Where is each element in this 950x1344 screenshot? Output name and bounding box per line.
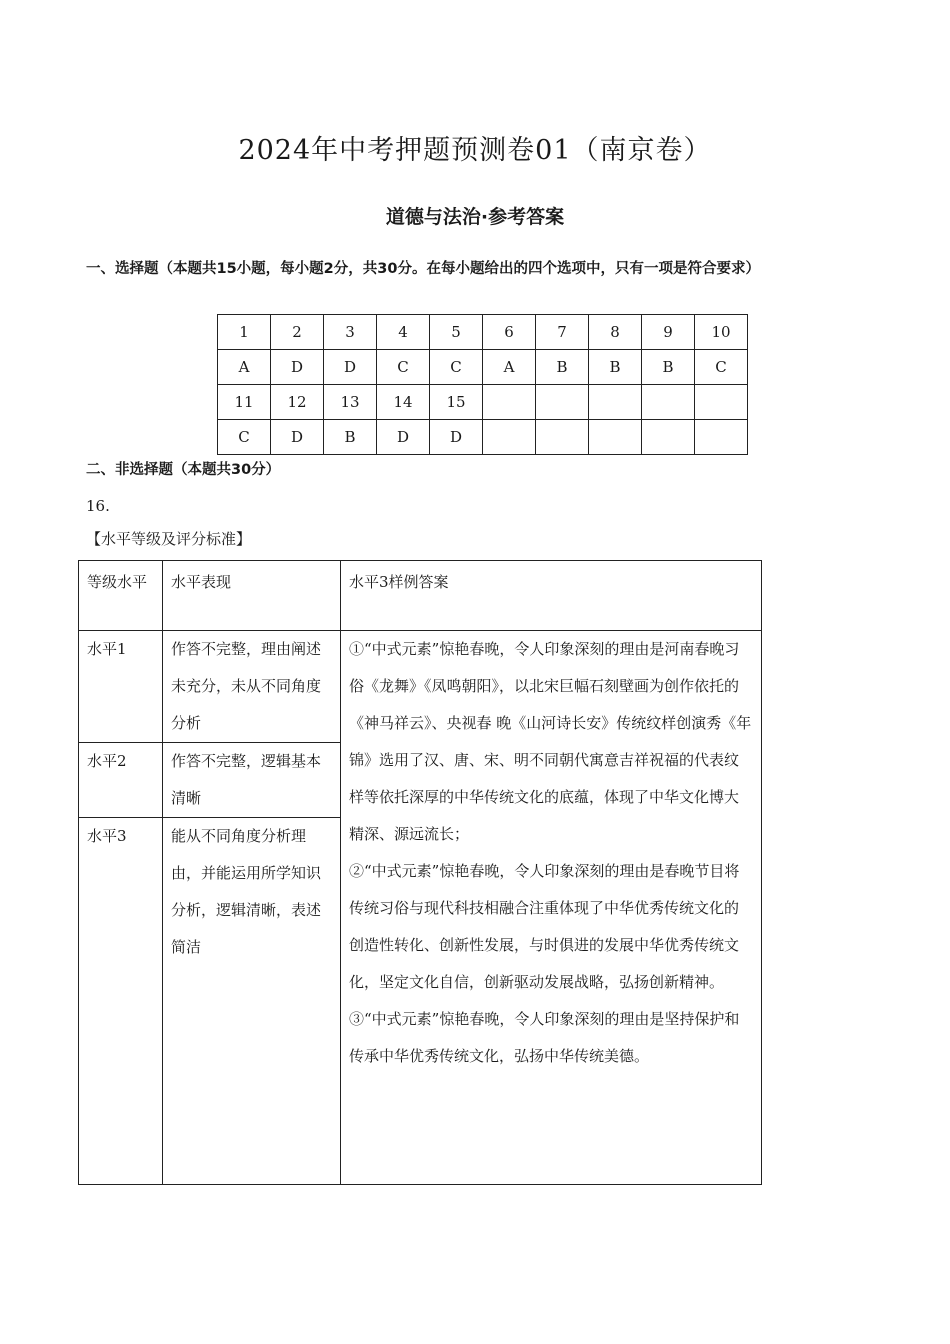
question-number-cell (589, 385, 642, 420)
question-number-cell (483, 385, 536, 420)
question-number-cell: 9 (642, 315, 695, 350)
sample-answer-1: ①“中式元素”惊艳春晚，令人印象深刻的理由是河南春晚习俗《龙舞》《凤鸣朝阳》，以北宋巨幅石刻壁画为创作依托的《神马祥云》、央视春 晚《山河诗长安》传统纹样创演秀《年锦》选用了汉、唐、宋、明不同朝代寓意吉祥祝福的代表纹样等依托深厚的中华传统文化的底蕴，体现了中华文化博大精深、源远流长； (349, 640, 752, 843)
answer-cell: B (536, 350, 589, 385)
question-number-cell: 4 (377, 315, 430, 350)
answer-cell (483, 420, 536, 455)
question-number-cell: 1 (218, 315, 271, 350)
page-subtitle: 道德与法治·参考答案 (385, 206, 565, 228)
answer-cell: D (430, 420, 483, 455)
question-number-cell: 7 (536, 315, 589, 350)
level-description: 作答不完整，逻辑基本清晰 (163, 743, 341, 818)
question-number-cell: 3 (324, 315, 377, 350)
question-number-cell: 6 (483, 315, 536, 350)
answer-key-row (218, 385, 748, 420)
level-description: 作答不完整，理由阐述未充分，未从不同角度分析 (163, 631, 341, 743)
answer-cell: D (271, 350, 324, 385)
scoring-standard-label: 【水平等级及评分标准】 (86, 530, 252, 548)
header-sample-answer: 水平3样例答案 (341, 561, 762, 631)
question-number-cell (695, 385, 748, 420)
level-label: 水平1 (79, 631, 163, 743)
sample-answer-2: ②“中式元素”惊艳春晚，令人印象深刻的理由是春晚节目将传统习俗与现代科技相融合注重体现了中华优秀传统文化的创造性转化、创新性发展，与时俱进的发展中华优秀传统文化，坚定文化自信，创新驱动发展战略，弘扬创新精神。 (349, 862, 740, 991)
answer-cell (642, 420, 695, 455)
answer-cell: C (218, 420, 271, 455)
question-number-cell: 15 (430, 385, 483, 420)
sample-answer-3: ③“中式元素”惊艳春晚，令人印象深刻的理由是坚持保护和传承中华优秀传统文化，弘扬中华传统美德。 (349, 1010, 740, 1065)
answer-cell: D (377, 420, 430, 455)
question-number-cell: 14 (377, 385, 430, 420)
question-number-cell: 12 (271, 385, 324, 420)
sample-answer-cell (341, 631, 762, 1185)
question-number-cell: 11 (218, 385, 271, 420)
answer-cell: C (695, 350, 748, 385)
section2-heading: 二、非选择题（本题共30分） (86, 462, 281, 478)
question-number-cell: 8 (589, 315, 642, 350)
answer-cell: B (642, 350, 695, 385)
scoring-row-level-1 (79, 631, 762, 743)
answer-key-row (218, 315, 748, 350)
answer-cell: D (271, 420, 324, 455)
level-label: 水平2 (79, 743, 163, 818)
level-label: 水平3 (79, 818, 163, 1185)
answer-cell: B (324, 420, 377, 455)
answer-cell (536, 420, 589, 455)
header-performance: 水平表现 (163, 561, 341, 631)
answer-cell (695, 420, 748, 455)
answer-cell: D (324, 350, 377, 385)
answer-cell (589, 420, 642, 455)
scoring-table-header-row (79, 561, 762, 631)
section1-heading: 一、选择题（本题共15小题，每小题2分，共30分。在每小题给出的四个选项中，只有一项是符合要求） (86, 261, 760, 277)
scoring-table (78, 560, 762, 1185)
answer-key-row (218, 420, 748, 455)
question-number: 16. (86, 497, 110, 515)
question-number-cell (536, 385, 589, 420)
answer-cell: B (589, 350, 642, 385)
answer-key-table (217, 314, 748, 455)
answer-cell: A (483, 350, 536, 385)
answer-cell: C (377, 350, 430, 385)
question-number-cell: 10 (695, 315, 748, 350)
question-number-cell: 2 (271, 315, 324, 350)
question-number-cell: 13 (324, 385, 377, 420)
question-number-cell: 5 (430, 315, 483, 350)
header-level: 等级水平 (79, 561, 163, 631)
level-description: 能从不同角度分析理由，并能运用所学知识分析，逻辑清晰，表述简洁 (163, 818, 341, 1185)
answer-cell: C (430, 350, 483, 385)
page-title: 2024年中考押题预测卷01（南京卷） (238, 135, 712, 166)
question-number-cell (642, 385, 695, 420)
answer-key-row (218, 350, 748, 385)
answer-cell: A (218, 350, 271, 385)
